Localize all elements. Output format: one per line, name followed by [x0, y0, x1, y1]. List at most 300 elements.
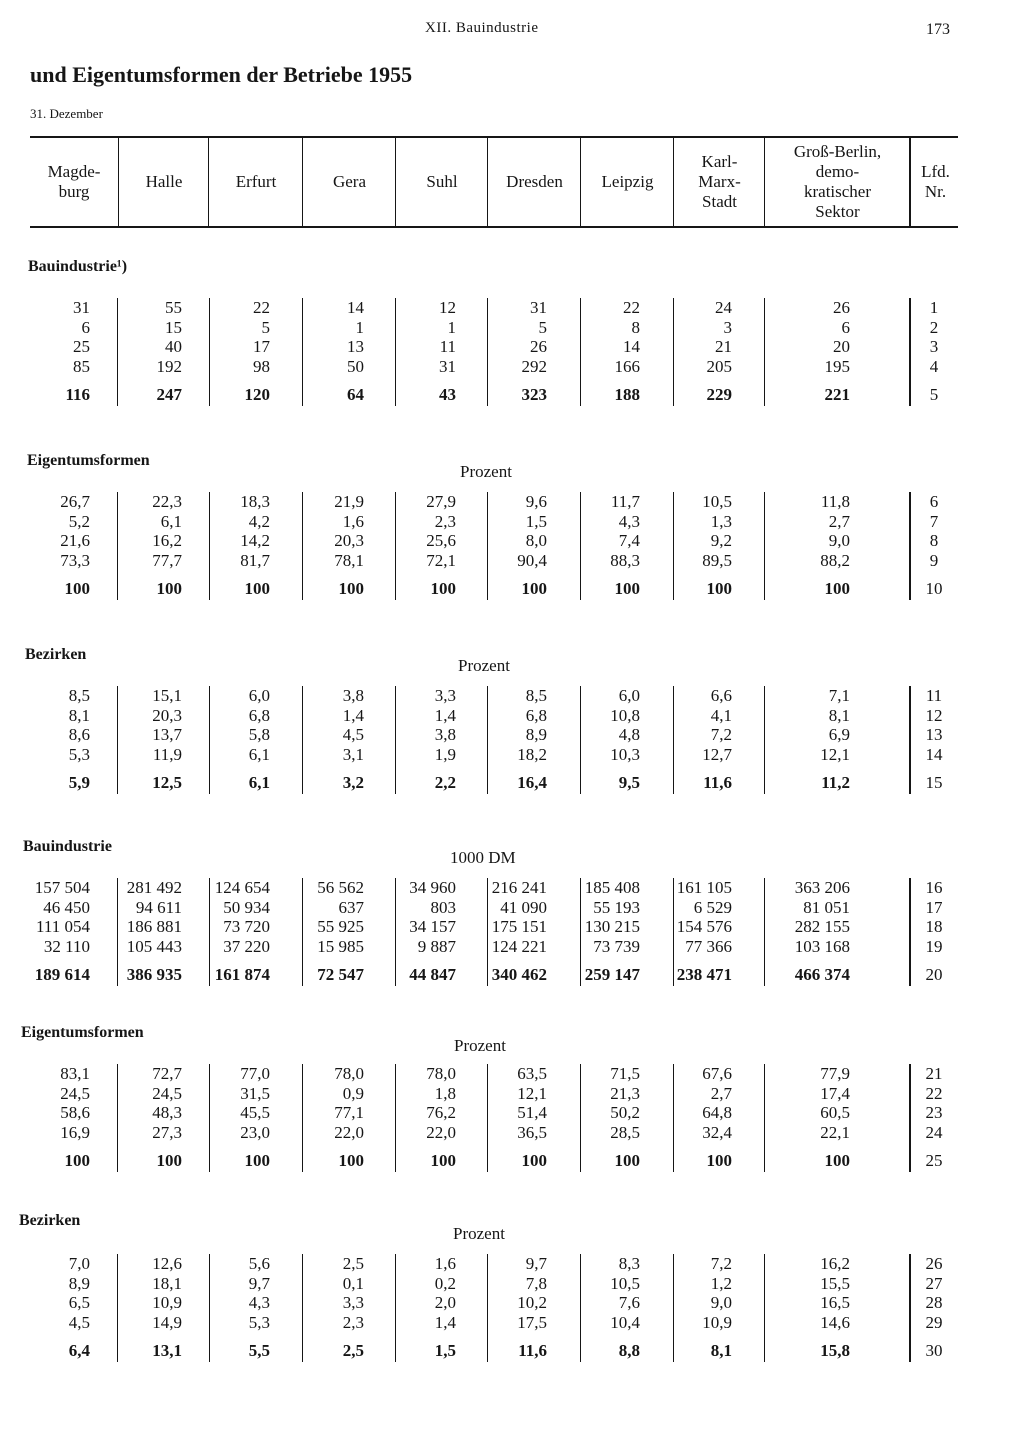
table-cell: 7,2	[710, 725, 732, 744]
table-cell: 4,3	[248, 1293, 270, 1312]
table-cell: 6,4	[68, 1341, 90, 1360]
table-row	[0, 318, 1024, 338]
table-row	[0, 298, 1024, 318]
unit-label: Prozent	[453, 1224, 505, 1243]
table-cell: 10,2	[517, 1293, 547, 1312]
table-cell: 6,1	[248, 744, 270, 764]
table-total-row	[0, 579, 1024, 599]
table-cell: 90,4	[517, 550, 547, 570]
table-cell: 116	[65, 385, 90, 404]
section-title: Bauindustrie	[23, 838, 112, 855]
table-cell: 50	[347, 356, 364, 376]
table-cell: 8,1	[828, 705, 850, 725]
section-title: Eigentumsformen	[21, 1024, 144, 1041]
table-cell: 6	[81, 317, 90, 337]
table-cell: 1,6	[342, 511, 364, 531]
table-cell: 192	[156, 356, 182, 376]
column-header-label: Suhl	[426, 172, 458, 191]
column-header-label: Dresden	[506, 172, 563, 191]
row-number: 18	[925, 917, 943, 936]
table-cell: 64,8	[702, 1103, 732, 1122]
table-cell: 188	[614, 385, 640, 404]
table-cell: 72 547	[317, 965, 364, 984]
table-cell: 100	[338, 1151, 364, 1170]
column-header-suhl	[395, 138, 488, 226]
section-title: Eigentumsformen	[27, 452, 150, 469]
table-cell: 9,7	[248, 1273, 270, 1293]
table-cell: 88,2	[820, 550, 850, 570]
table-cell: 100	[64, 579, 90, 598]
table-cell: 16,2	[820, 1254, 850, 1273]
table-cell: 8	[631, 317, 640, 337]
table-cell: 7,6	[618, 1293, 640, 1312]
table-cell: 78,1	[334, 550, 364, 570]
table-row	[0, 337, 1024, 357]
row-number: 1	[929, 298, 939, 317]
table-row	[0, 1064, 1024, 1084]
table-cell: 8,1	[710, 1341, 732, 1360]
table-cell: 3,8	[434, 725, 456, 744]
table-cell: 31,5	[240, 1083, 270, 1103]
table-cell: 100	[338, 579, 364, 598]
table-cell: 1,6	[434, 1254, 456, 1273]
column-header-erfurt	[208, 138, 303, 226]
row-number: 21	[925, 1064, 943, 1083]
table-cell: 5,2	[68, 511, 90, 531]
table-cell: 21,9	[334, 492, 364, 511]
table-cell: 83,1	[60, 1064, 90, 1083]
table-cell: 32,4	[702, 1122, 732, 1142]
table-cell: 100	[521, 579, 547, 598]
table-cell: 1,3	[710, 511, 732, 531]
table-cell: 3,2	[342, 773, 364, 792]
table-cell: 2,7	[710, 1083, 732, 1103]
table-cell: 55 193	[593, 897, 640, 917]
table-cell: 1	[447, 317, 456, 337]
table-cell: 9,0	[710, 1293, 732, 1312]
table-cell: 466 374	[794, 965, 850, 984]
table-row	[0, 1084, 1024, 1104]
table-cell: 31	[73, 298, 90, 317]
column-header-lfd-nr	[909, 138, 960, 226]
table-cell: 22,0	[426, 1122, 456, 1142]
table-cell: 103 168	[794, 936, 850, 956]
table-cell: 8,3	[618, 1254, 640, 1273]
table-cell: 6,0	[618, 686, 640, 705]
table-cell: 8,0	[525, 531, 547, 550]
table-cell: 10,9	[702, 1312, 732, 1332]
table-cell: 7,2	[710, 1254, 732, 1273]
row-number: 3	[929, 337, 939, 356]
table-cell: 73 739	[593, 936, 640, 956]
table-cell: 12,1	[820, 744, 850, 764]
table-cell: 6,1	[160, 511, 182, 531]
table-row	[0, 1254, 1024, 1274]
table-cell: 26	[530, 337, 547, 356]
table-cell: 78,0	[426, 1064, 456, 1083]
table-total-row	[0, 385, 1024, 405]
table-cell: 216 241	[491, 878, 547, 897]
table-cell: 11,8	[820, 492, 850, 511]
table-cell: 186 881	[126, 917, 182, 936]
table-cell: 8,9	[525, 725, 547, 744]
table-cell: 73,3	[60, 550, 90, 570]
table-cell: 100	[614, 1151, 640, 1170]
table-cell: 3,3	[342, 1293, 364, 1312]
row-number: 10	[925, 579, 943, 598]
table-cell: 76,2	[426, 1103, 456, 1122]
table-cell: 72,7	[152, 1064, 182, 1083]
unit-label: 1000 DM	[450, 848, 516, 867]
table-cell: 4,1	[710, 705, 732, 725]
table-row	[0, 512, 1024, 532]
column-header-label: Leipzig	[601, 172, 654, 191]
row-number: 17	[925, 897, 943, 917]
table-cell: 14	[347, 298, 364, 317]
row-number: 22	[925, 1083, 943, 1103]
table-cell: 24,5	[152, 1083, 182, 1103]
table-cell: 185 408	[584, 878, 640, 897]
table-cell: 50,2	[610, 1103, 640, 1122]
table-cell: 81,7	[240, 550, 270, 570]
table-cell: 88,3	[610, 550, 640, 570]
row-number: 29	[925, 1312, 943, 1332]
table-cell: 100	[244, 1151, 270, 1170]
table-cell: 46 450	[43, 897, 90, 917]
table-cell: 9,7	[525, 1254, 547, 1273]
table-cell: 13	[347, 337, 364, 356]
table-cell: 803	[430, 897, 456, 917]
table-cell: 21,3	[610, 1083, 640, 1103]
table-cell: 55 925	[317, 917, 364, 936]
table-cell: 72,1	[426, 550, 456, 570]
table-cell: 7,8	[525, 1273, 547, 1293]
table-cell: 100	[156, 1151, 182, 1170]
table-cell: 21	[715, 337, 732, 356]
row-number: 15	[925, 773, 943, 792]
table-cell: 31	[530, 298, 547, 317]
table-cell: 56 562	[317, 878, 364, 897]
table-cell: 64	[347, 385, 364, 404]
table-cell: 100	[156, 579, 182, 598]
table-cell: 175 151	[491, 917, 547, 936]
table-cell: 16,4	[517, 773, 547, 792]
section-title: Bauindustrie¹)	[28, 258, 128, 275]
table-cell: 1	[355, 317, 364, 337]
table-cell: 1,9	[434, 744, 456, 764]
column-header-karl-marx-stadt	[673, 138, 765, 226]
table-total-row	[0, 965, 1024, 985]
table-cell: 4,3	[618, 511, 640, 531]
table-row	[0, 706, 1024, 726]
data-block	[0, 1064, 1024, 1174]
table-cell: 94 611	[135, 897, 182, 917]
table-cell: 16,9	[60, 1122, 90, 1142]
table-cell: 34 157	[409, 917, 456, 936]
table-cell: 7,4	[618, 531, 640, 550]
table-cell: 5,6	[248, 1254, 270, 1273]
data-block	[0, 298, 1024, 408]
table-cell: 15,8	[820, 1341, 850, 1360]
table-cell: 4,8	[618, 725, 640, 744]
column-header-label: Halle	[145, 172, 183, 191]
table-cell: 229	[706, 385, 732, 404]
table-cell: 40	[165, 337, 182, 356]
table-cell: 100	[824, 579, 850, 598]
table-cell: 2,5	[342, 1254, 364, 1273]
table-cell: 1,4	[434, 705, 456, 725]
table-cell: 282 155	[794, 917, 850, 936]
table-cell: 11,6	[703, 773, 732, 792]
column-header-dresden	[487, 138, 581, 226]
column-header-label: Gera	[332, 172, 367, 191]
table-cell: 281 492	[126, 878, 182, 897]
table-cell: 27,9	[426, 492, 456, 511]
table-cell: 100	[244, 579, 270, 598]
table-cell: 259 147	[584, 965, 640, 984]
table-cell: 2,5	[342, 1341, 364, 1360]
running-head: XII. Bauindustrie	[425, 20, 539, 36]
table-cell: 221	[824, 385, 850, 404]
table-cell: 17,5	[517, 1312, 547, 1332]
table-row	[0, 745, 1024, 765]
table-cell: 20	[833, 337, 850, 356]
row-number: 9	[929, 550, 939, 570]
table-cell: 6,9	[828, 725, 850, 744]
table-cell: 63,5	[517, 1064, 547, 1083]
row-number: 12	[925, 705, 943, 725]
table-cell: 4,2	[248, 511, 270, 531]
table-cell: 24	[715, 298, 732, 317]
table-cell: 3	[723, 317, 732, 337]
table-row	[0, 725, 1024, 745]
table-cell: 16,2	[152, 531, 182, 550]
table-cell: 5,3	[68, 744, 90, 764]
table-cell: 12,1	[517, 1083, 547, 1103]
table-row	[0, 1293, 1024, 1313]
table-cell: 77,9	[820, 1064, 850, 1083]
table-cell: 18,1	[152, 1273, 182, 1293]
table-cell: 3,3	[434, 686, 456, 705]
table-cell: 58,6	[60, 1103, 90, 1122]
table-cell: 17,4	[820, 1083, 850, 1103]
table-cell: 6	[841, 317, 850, 337]
table-row	[0, 917, 1024, 937]
table-cell: 100	[706, 579, 732, 598]
table-cell: 154 576	[676, 917, 732, 936]
table-cell: 98	[253, 356, 270, 376]
table-cell: 124 221	[491, 936, 547, 956]
table-cell: 105 443	[126, 936, 182, 956]
table-cell: 6,1	[248, 773, 270, 792]
table-row	[0, 878, 1024, 898]
row-number: 27	[925, 1273, 943, 1293]
table-cell: 10,3	[610, 744, 640, 764]
table-cell: 292	[521, 356, 547, 376]
column-header-label: Lfd. Nr.	[921, 162, 950, 201]
table-cell: 14,2	[240, 531, 270, 550]
table-cell: 13,7	[152, 725, 182, 744]
table-cell: 16,5	[820, 1293, 850, 1312]
table-cell: 43	[439, 385, 456, 404]
table-cell: 100	[430, 579, 456, 598]
table-cell: 124 654	[214, 878, 270, 897]
table-cell: 44 847	[409, 965, 456, 984]
table-cell: 50 934	[223, 897, 270, 917]
table-cell: 100	[64, 1151, 90, 1170]
table-cell: 637	[338, 897, 364, 917]
table-cell: 3,1	[342, 744, 364, 764]
table-cell: 0,2	[434, 1273, 456, 1293]
column-header-leipzig	[580, 138, 674, 226]
table-cell: 18,2	[517, 744, 547, 764]
row-number: 11	[925, 686, 943, 705]
row-number: 30	[925, 1341, 943, 1360]
table-cell: 55	[165, 298, 182, 317]
column-header-label: Karl- Marx- Stadt	[698, 152, 741, 211]
data-block	[0, 492, 1024, 602]
table-row	[0, 531, 1024, 551]
table-cell: 18,3	[240, 492, 270, 511]
table-total-row	[0, 1341, 1024, 1361]
table-cell: 17	[253, 337, 270, 356]
data-block	[0, 686, 1024, 796]
table-cell: 5,3	[248, 1312, 270, 1332]
table-cell: 4,5	[68, 1312, 90, 1332]
table-cell: 22,1	[820, 1122, 850, 1142]
table-cell: 2,0	[434, 1293, 456, 1312]
table-cell: 8,5	[525, 686, 547, 705]
table-cell: 22,3	[152, 492, 182, 511]
table-cell: 51,4	[517, 1103, 547, 1122]
unit-label: Prozent	[458, 656, 510, 675]
page-title: und Eigentumsformen der Betriebe 1955	[30, 62, 413, 87]
table-cell: 386 935	[126, 965, 182, 984]
table-cell: 77 366	[685, 936, 732, 956]
table-cell: 3,8	[342, 686, 364, 705]
reference-date: 31. Dezember	[30, 106, 103, 121]
table-cell: 26	[833, 298, 850, 317]
table-cell: 238 471	[676, 965, 732, 984]
table-cell: 1,4	[434, 1312, 456, 1332]
table-cell: 100	[824, 1151, 850, 1170]
table-cell: 77,0	[240, 1064, 270, 1083]
column-header-magdeburg	[30, 138, 118, 226]
data-block	[0, 878, 1024, 988]
table-cell: 14	[623, 337, 640, 356]
table-row	[0, 1274, 1024, 1294]
table-cell: 15 985	[317, 936, 364, 956]
table-cell: 0,9	[342, 1083, 364, 1103]
table-cell: 67,6	[702, 1064, 732, 1083]
table-cell: 22	[623, 298, 640, 317]
table-row	[0, 686, 1024, 706]
table-row	[0, 357, 1024, 377]
table-cell: 7,0	[68, 1254, 90, 1273]
column-header-label: Erfurt	[235, 172, 277, 191]
table-cell: 100	[614, 579, 640, 598]
table-cell: 11,6	[518, 1341, 547, 1360]
table-cell: 2,2	[434, 773, 456, 792]
table-cell: 71,5	[610, 1064, 640, 1083]
table-cell: 166	[614, 356, 640, 376]
row-number: 23	[925, 1103, 943, 1122]
table-cell: 28,5	[610, 1122, 640, 1142]
table-cell: 21,6	[60, 531, 90, 550]
unit-label: Prozent	[460, 462, 512, 481]
column-header-halle	[118, 138, 209, 226]
table-cell: 4,5	[342, 725, 364, 744]
table-cell: 34 960	[409, 878, 456, 897]
table-cell: 11,2	[821, 773, 850, 792]
table-cell: 5,9	[68, 773, 90, 792]
table-cell: 9,0	[828, 531, 850, 550]
row-number: 16	[925, 878, 943, 897]
column-header-gross-berlin	[764, 138, 910, 226]
table-cell: 323	[521, 385, 547, 404]
row-number: 14	[925, 744, 943, 764]
table-cell: 0,1	[342, 1273, 364, 1293]
table-total-row	[0, 773, 1024, 793]
row-number: 8	[929, 531, 939, 550]
row-number: 25	[925, 1151, 943, 1170]
table-cell: 10,9	[152, 1293, 182, 1312]
table-cell: 15,1	[152, 686, 182, 705]
table-cell: 37 220	[223, 936, 270, 956]
table-cell: 10,8	[610, 705, 640, 725]
table-cell: 9,5	[618, 773, 640, 792]
table-cell: 8,1	[68, 705, 90, 725]
table-cell: 25,6	[426, 531, 456, 550]
table-cell: 1,2	[710, 1273, 732, 1293]
table-cell: 205	[706, 356, 732, 376]
row-number: 24	[925, 1122, 943, 1142]
table-cell: 13,1	[152, 1341, 182, 1360]
table-cell: 22,0	[334, 1122, 364, 1142]
column-header-gera	[302, 138, 396, 226]
table-cell: 81 051	[803, 897, 850, 917]
table-cell: 77,7	[152, 550, 182, 570]
row-number: 20	[925, 965, 943, 984]
table-cell: 20,3	[334, 531, 364, 550]
table-cell: 363 206	[794, 878, 850, 897]
table-cell: 26,7	[60, 492, 90, 511]
table-cell: 1,8	[434, 1083, 456, 1103]
table-cell: 6,8	[248, 705, 270, 725]
table-cell: 9,2	[710, 531, 732, 550]
table-cell: 60,5	[820, 1103, 850, 1122]
table-cell: 24,5	[60, 1083, 90, 1103]
table-cell: 85	[73, 356, 90, 376]
table-cell: 100	[521, 1151, 547, 1170]
table-cell: 12,5	[152, 773, 182, 792]
table-row	[0, 937, 1024, 957]
table-cell: 7,1	[828, 686, 850, 705]
table-cell: 8,9	[68, 1273, 90, 1293]
table-cell: 2,3	[342, 1312, 364, 1332]
table-cell: 11,7	[610, 492, 640, 511]
column-header-label: Groß-Berlin, demo- kratischer Sektor	[793, 142, 882, 221]
table-row	[0, 1123, 1024, 1143]
table-cell: 11	[439, 337, 456, 356]
table-cell: 130 215	[584, 917, 640, 936]
table-cell: 161 105	[676, 878, 732, 897]
table-cell: 5	[261, 317, 270, 337]
section-title: Bezirken	[25, 646, 87, 663]
table-cell: 36,5	[517, 1122, 547, 1142]
table-cell: 14,9	[152, 1312, 182, 1332]
table-cell: 12,7	[702, 744, 732, 764]
